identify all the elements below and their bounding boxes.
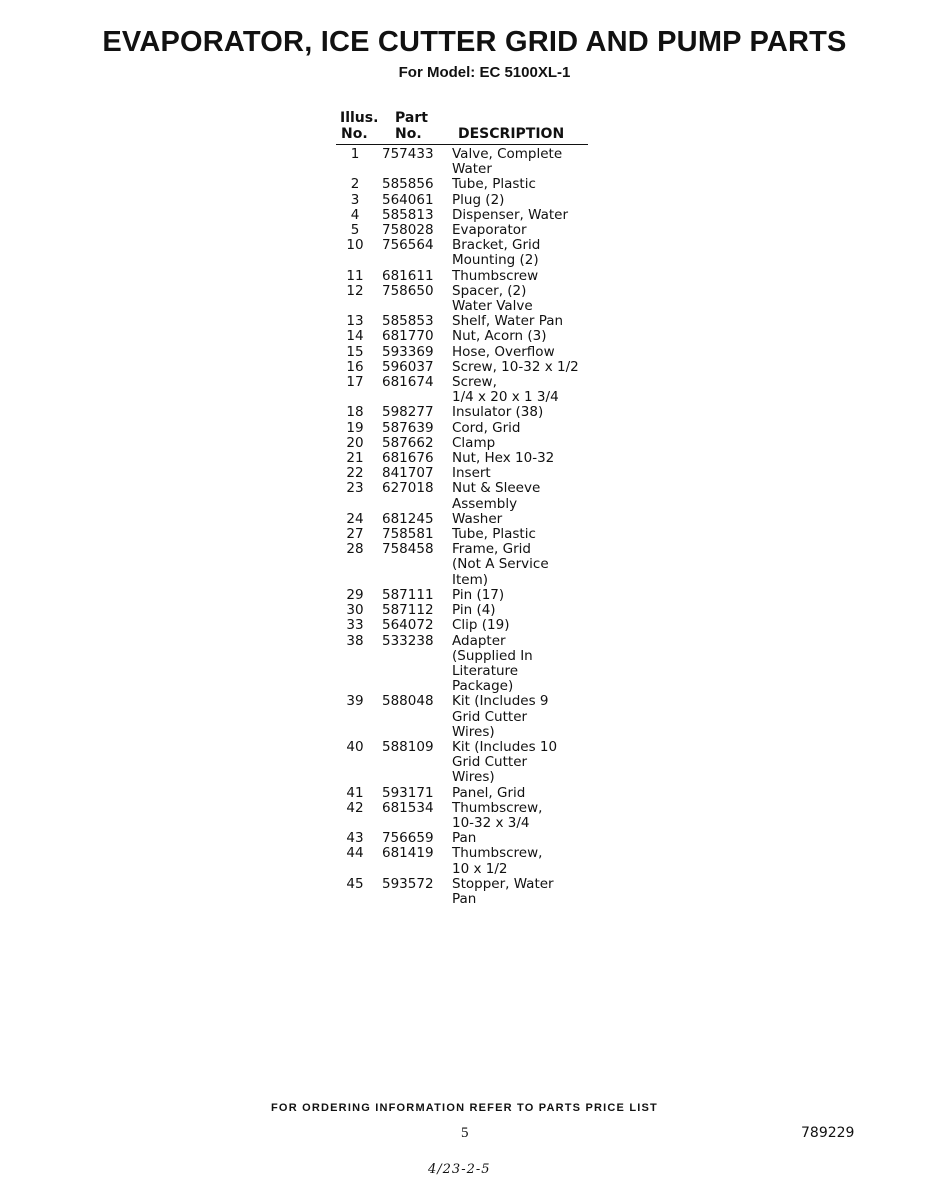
part-number: 587662 <box>382 434 434 451</box>
table-row <box>336 405 602 420</box>
table-row <box>336 740 602 786</box>
description-line: 10 x 1/2 <box>452 860 508 877</box>
description-line: Nut, Hex 10-32 <box>452 450 555 467</box>
part-number: 585853 <box>382 313 434 330</box>
part-description <box>452 345 602 360</box>
illus-number: 44 <box>346 845 364 862</box>
part-number: 756659 <box>382 830 434 847</box>
table-row <box>336 345 602 360</box>
illus-number: 13 <box>346 313 364 330</box>
table-row <box>336 451 602 466</box>
part-description <box>452 786 602 801</box>
part-description <box>452 360 602 375</box>
illus-number: 16 <box>346 358 364 375</box>
description-line: Panel, Grid <box>452 784 526 801</box>
parts-table-header <box>336 110 602 146</box>
description-line: Pin (4) <box>452 602 496 619</box>
description-line: Thumbscrew, <box>452 799 543 816</box>
part-description <box>452 740 602 786</box>
table-row <box>336 360 602 375</box>
part-description <box>452 831 602 846</box>
part-number: 758458 <box>382 541 434 558</box>
header-description: DESCRIPTION <box>458 126 565 142</box>
illus-number: 30 <box>346 602 364 619</box>
part-number: 681245 <box>382 510 434 527</box>
table-row <box>336 877 602 907</box>
description-line: Shelf, Water Pan <box>452 313 564 330</box>
part-description <box>452 588 602 603</box>
handwritten-note: 4/23-2-5 <box>428 1162 491 1177</box>
table-row <box>336 786 602 801</box>
part-number: 564061 <box>382 191 434 208</box>
part-number: 587112 <box>382 602 434 619</box>
description-line: (Not A Service <box>452 556 549 573</box>
illus-number: 28 <box>346 541 364 558</box>
description-line: Plug (2) <box>452 191 505 208</box>
part-description <box>452 436 602 451</box>
illus-number: 5 <box>350 222 360 239</box>
description-line: Dispenser, Water <box>452 206 568 223</box>
description-line: 10-32 x 3/4 <box>452 814 530 831</box>
part-description <box>452 512 602 527</box>
table-row <box>336 269 602 284</box>
table-row <box>336 694 602 740</box>
header-underline <box>336 144 588 145</box>
illus-number: 2 <box>350 176 360 193</box>
part-number: 593572 <box>382 875 434 892</box>
description-line: Pan <box>452 830 477 847</box>
part-description <box>452 451 602 466</box>
parts-table <box>336 110 602 907</box>
illus-number: 18 <box>346 404 364 421</box>
illus-number: 17 <box>346 374 364 391</box>
illus-number: 14 <box>346 328 364 345</box>
description-line: Evaporator <box>452 222 527 239</box>
description-line: Valve, Complete <box>452 146 563 162</box>
part-description <box>452 375 602 405</box>
part-number: 681676 <box>382 450 434 467</box>
description-line: Adapter <box>452 632 506 649</box>
part-number: 681611 <box>382 267 434 284</box>
description-line: Thumbscrew, <box>452 845 543 862</box>
table-row <box>336 208 602 223</box>
table-row <box>336 618 602 633</box>
description-line: Tube, Plastic <box>452 526 536 543</box>
table-row <box>336 375 602 405</box>
part-number: 596037 <box>382 358 434 375</box>
description-line: Tube, Plastic <box>452 176 536 193</box>
table-row <box>336 421 602 436</box>
description-line: Literature <box>452 662 519 679</box>
header-part-line1: Part <box>395 110 428 126</box>
illus-number: 23 <box>346 480 364 497</box>
description-line: Nut, Acorn (3) <box>452 328 547 345</box>
table-row <box>336 223 602 238</box>
illus-number: 45 <box>346 875 364 892</box>
description-line: Bracket, Grid <box>452 237 541 254</box>
part-number: 758650 <box>382 282 434 299</box>
part-number: 681534 <box>382 799 434 816</box>
table-row <box>336 329 602 344</box>
header-illus-line2: No. <box>341 126 368 142</box>
table-row <box>336 193 602 208</box>
table-row <box>336 542 602 588</box>
parts-table-body <box>336 147 602 907</box>
illus-number: 3 <box>350 191 360 208</box>
page-title: EVAPORATOR, ICE CUTTER GRID AND PUMP PARTS <box>102 26 847 58</box>
part-number: 841707 <box>382 465 434 482</box>
illus-number: 27 <box>346 526 364 543</box>
part-number: 564072 <box>382 617 434 634</box>
description-line: Washer <box>452 510 503 527</box>
illus-number: 21 <box>346 450 364 467</box>
table-row <box>336 831 602 846</box>
description-line: Screw, 10-32 x 1/2 <box>452 358 579 375</box>
part-description <box>452 634 602 695</box>
part-description <box>452 238 602 268</box>
part-description <box>452 405 602 420</box>
illus-number: 22 <box>346 465 364 482</box>
illus-number: 33 <box>346 617 364 634</box>
description-line: Wires) <box>452 769 495 786</box>
description-line: Pan <box>452 890 477 907</box>
part-description <box>452 527 602 542</box>
part-description <box>452 877 602 907</box>
part-number: 681674 <box>382 374 434 391</box>
description-line: Nut & Sleeve <box>452 480 541 497</box>
description-line: Water Valve <box>452 298 533 315</box>
illus-number: 20 <box>346 434 364 451</box>
illus-number: 38 <box>346 632 364 649</box>
illus-number: 10 <box>346 237 364 254</box>
part-number: 598277 <box>382 404 434 421</box>
part-description <box>452 421 602 436</box>
table-row <box>336 436 602 451</box>
description-line: 1/4 x 20 x 1 3/4 <box>452 389 559 406</box>
part-description <box>452 147 602 177</box>
table-row <box>336 588 602 603</box>
part-description <box>452 694 602 740</box>
description-line: Insert <box>452 465 491 482</box>
description-line: Insulator (38) <box>452 404 544 421</box>
part-number: 681770 <box>382 328 434 345</box>
illus-number: 39 <box>346 693 364 710</box>
part-number: 757433 <box>382 146 434 162</box>
table-row <box>336 512 602 527</box>
illus-number: 43 <box>346 830 364 847</box>
part-number: 758028 <box>382 222 434 239</box>
description-line: Frame, Grid <box>452 541 531 558</box>
part-description <box>452 208 602 223</box>
description-line: Pin (17) <box>452 586 505 603</box>
part-number: 756564 <box>382 237 434 254</box>
description-line: Cord, Grid <box>452 419 521 436</box>
table-row <box>336 284 602 314</box>
description-line: Mounting (2) <box>452 252 539 269</box>
part-number: 587639 <box>382 419 434 436</box>
description-line: Package) <box>452 678 514 695</box>
part-description <box>452 177 602 192</box>
description-line: Water <box>452 161 492 178</box>
description-line: Stopper, Water <box>452 875 554 892</box>
description-line: Clip (19) <box>452 617 510 634</box>
illus-number: 11 <box>346 267 364 284</box>
table-row <box>336 314 602 329</box>
description-line: Item) <box>452 571 488 588</box>
part-description <box>452 269 602 284</box>
description-line: Wires) <box>452 723 495 740</box>
table-row <box>336 147 602 177</box>
ordering-info-note: FOR ORDERING INFORMATION REFER TO PARTS PRICE LIST <box>271 1102 658 1114</box>
table-row <box>336 603 602 618</box>
part-number: 681419 <box>382 845 434 862</box>
header-illus-line1: Illus. <box>340 110 379 126</box>
part-description <box>452 542 602 588</box>
description-line: (Supplied In <box>452 647 533 664</box>
illus-number: 41 <box>346 784 364 801</box>
description-line: Grid Cutter <box>452 754 528 771</box>
illus-number: 40 <box>346 738 364 755</box>
illus-number: 4 <box>350 206 360 223</box>
part-description <box>452 284 602 314</box>
header-part-line2: No. <box>395 126 422 142</box>
description-line: Assembly <box>452 495 518 512</box>
table-row <box>336 481 602 511</box>
part-number: 533238 <box>382 632 434 649</box>
table-row <box>336 466 602 481</box>
document-number: 789229 <box>801 1125 855 1141</box>
table-row <box>336 177 602 192</box>
part-description <box>452 846 602 876</box>
part-description <box>452 314 602 329</box>
illus-number: 19 <box>346 419 364 436</box>
description-line: Kit (Includes 9 <box>452 693 549 710</box>
illus-number: 12 <box>346 282 364 299</box>
illus-number: 15 <box>346 343 364 360</box>
part-number: 588109 <box>382 738 434 755</box>
part-description <box>452 603 602 618</box>
illus-number: 1 <box>350 146 360 162</box>
description-line: Thumbscrew <box>452 267 539 284</box>
table-row <box>336 527 602 542</box>
part-number: 627018 <box>382 480 434 497</box>
part-description <box>452 801 602 831</box>
model-subtitle: For Model: EC 5100XL-1 <box>398 64 571 81</box>
description-line: Spacer, (2) <box>452 282 527 299</box>
part-number: 585813 <box>382 206 434 223</box>
part-description <box>452 329 602 344</box>
part-number: 593171 <box>382 784 434 801</box>
table-row <box>336 846 602 876</box>
part-number: 585856 <box>382 176 434 193</box>
part-number: 593369 <box>382 343 434 360</box>
table-row <box>336 238 602 268</box>
part-description <box>452 618 602 633</box>
page-number: 5 <box>461 1125 469 1141</box>
part-number: 588048 <box>382 693 434 710</box>
illus-number: 42 <box>346 799 364 816</box>
description-line: Grid Cutter <box>452 708 528 725</box>
illus-number: 24 <box>346 510 364 527</box>
table-row <box>336 634 602 695</box>
description-line: Screw, <box>452 374 497 391</box>
part-number: 758581 <box>382 526 434 543</box>
illus-number: 29 <box>346 586 364 603</box>
description-line: Clamp <box>452 434 496 451</box>
table-row <box>336 801 602 831</box>
description-line: Kit (Includes 10 <box>452 738 558 755</box>
part-description <box>452 466 602 481</box>
part-description <box>452 193 602 208</box>
part-description <box>452 481 602 511</box>
description-line: Hose, Overflow <box>452 343 555 360</box>
part-number: 587111 <box>382 586 434 603</box>
part-description <box>452 223 602 238</box>
